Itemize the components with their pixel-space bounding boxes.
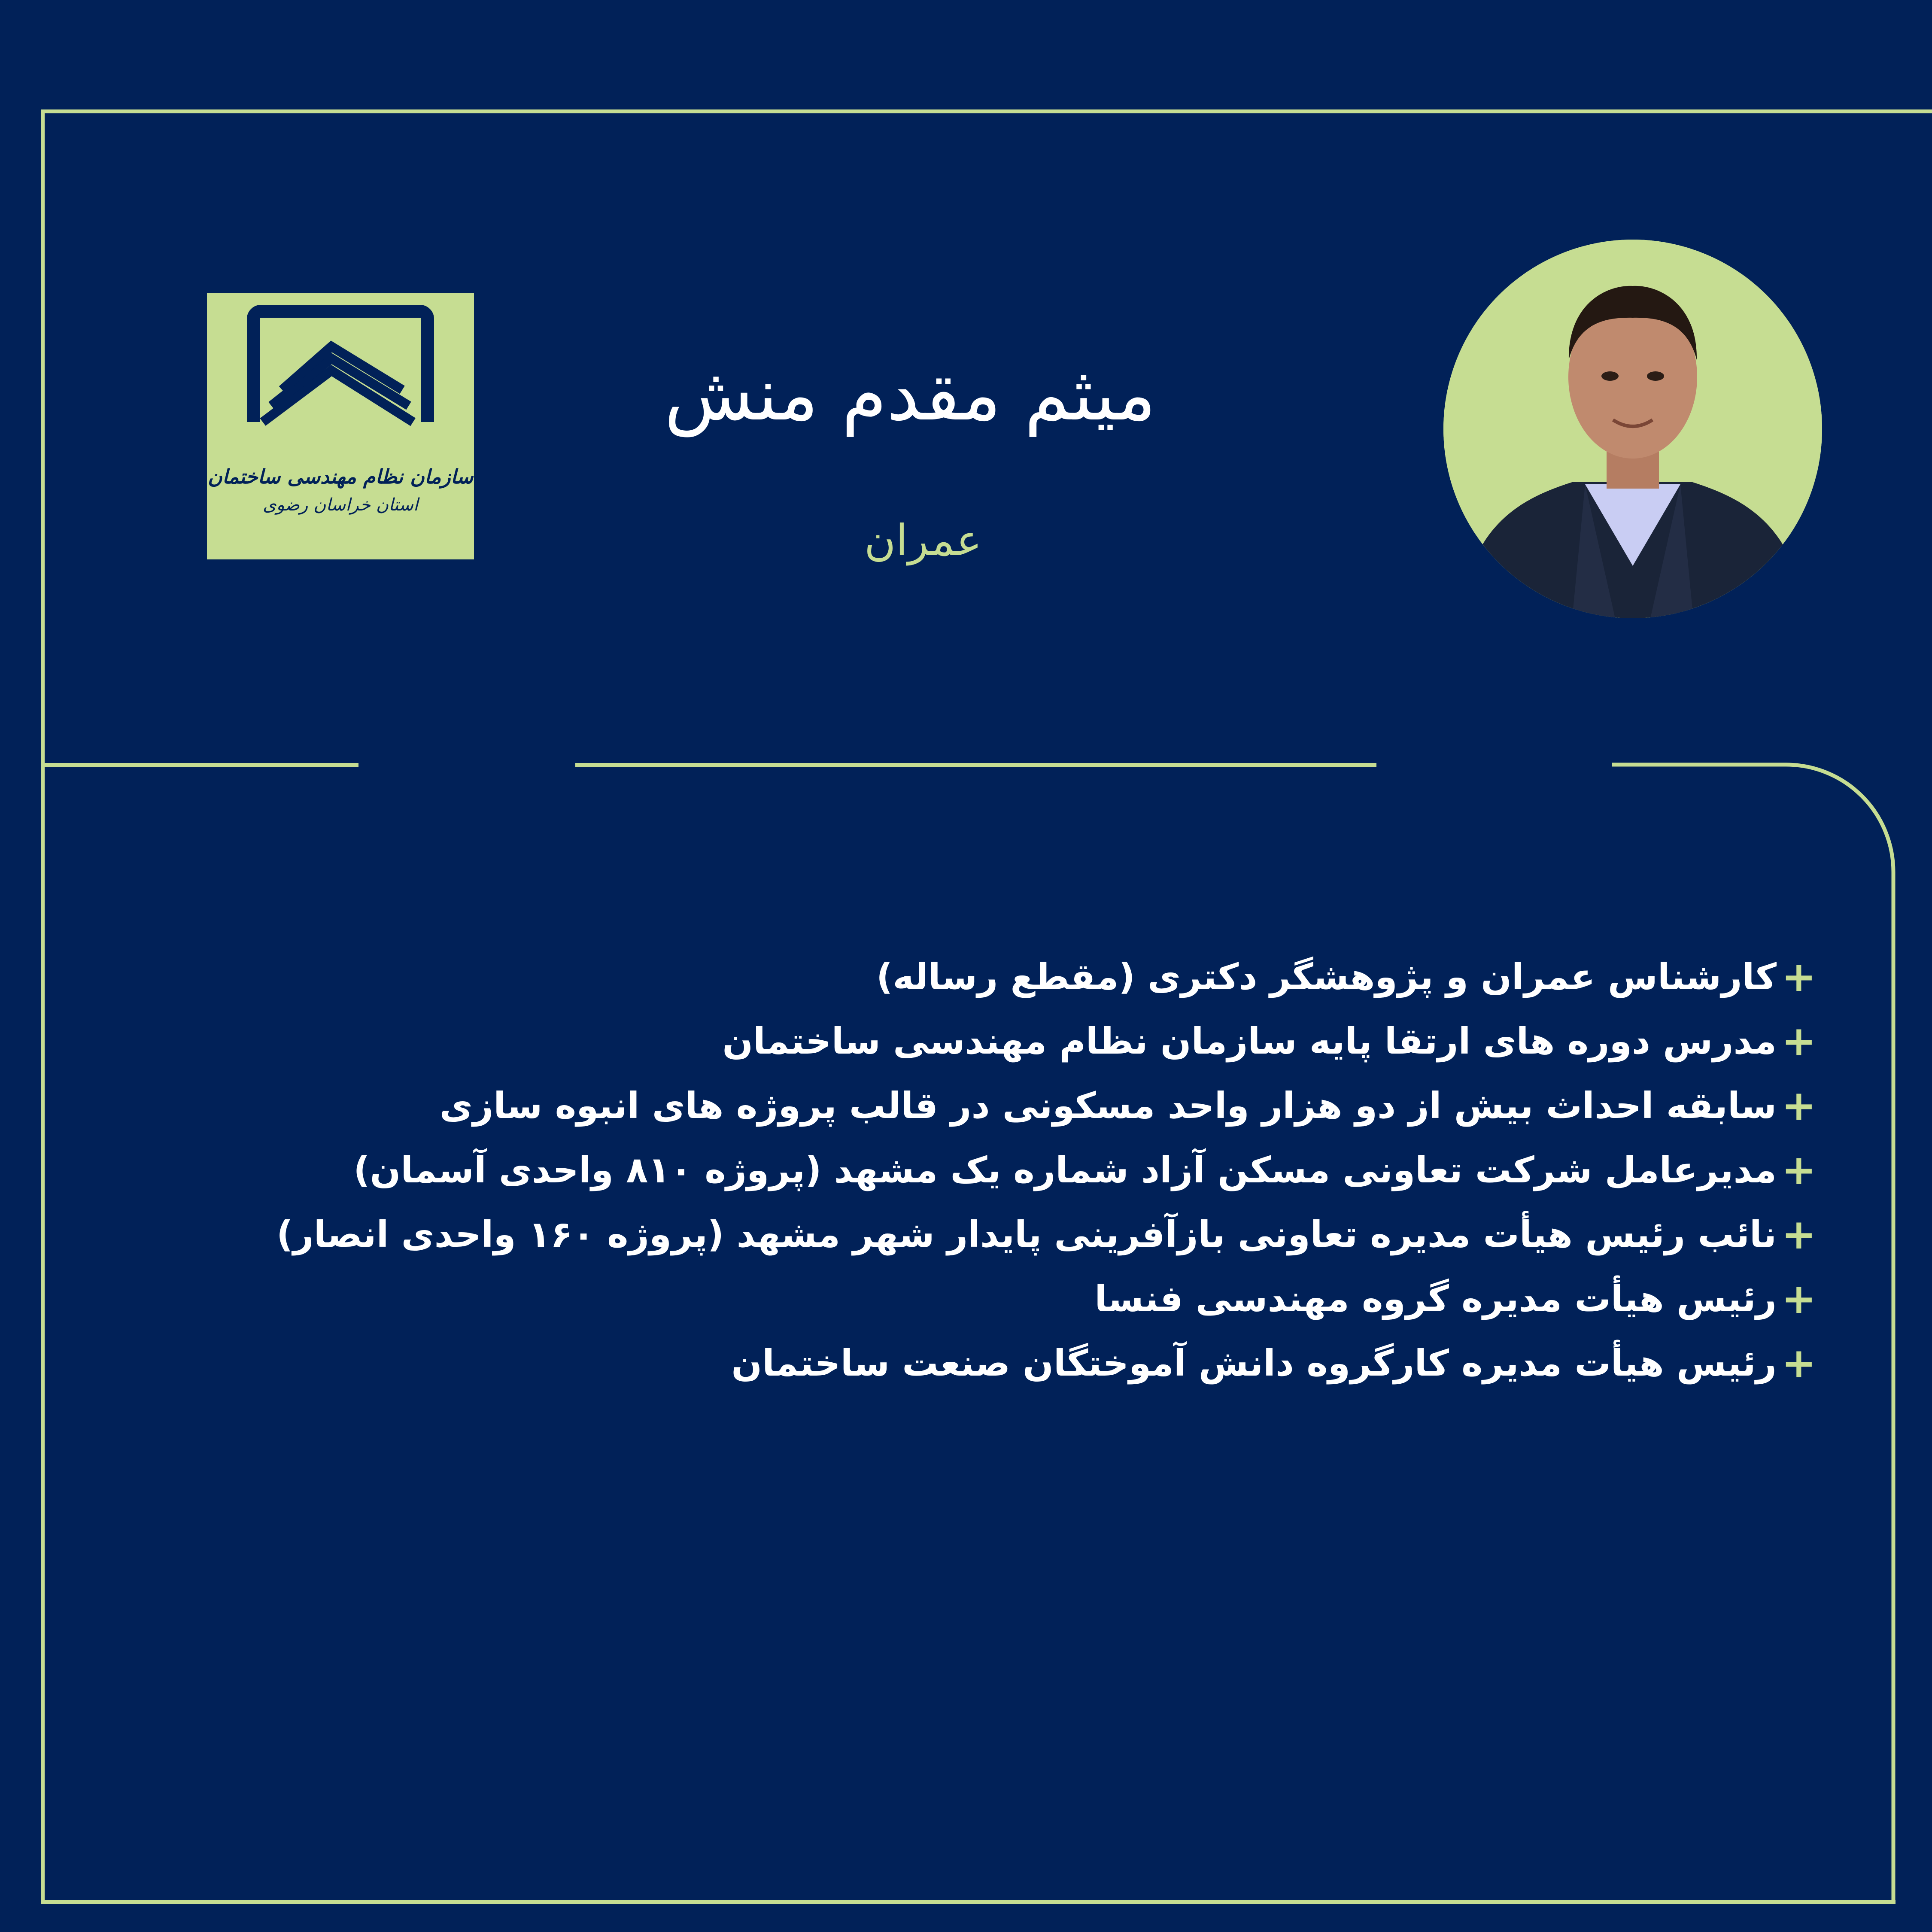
organization-logo: [207, 293, 474, 559]
list-item: [185, 1202, 1816, 1267]
list-item-text: کارشناس عمران و پژوهشگر دکتری (مقطع رساله): [876, 956, 1777, 998]
plus-icon: +: [1781, 1146, 1816, 1194]
list-item-text: نائب رئیس هیأت مدیره تعاونی بازآفرینی پایدار شهر مشهد (پروژه ۱۶۰ واحدی انصار): [276, 1213, 1777, 1255]
list-item: [185, 945, 1816, 1009]
logo-subtitle: استان خراسان رضوی: [263, 495, 418, 515]
list-item-text: مدیرعامل شرکت تعاونی مسکن آزاد شماره یک مشهد (پروژه ۸۱۰ واحدی آسمان): [353, 1149, 1777, 1191]
plus-icon: +: [1781, 1081, 1816, 1130]
plus-icon: +: [1781, 1339, 1816, 1387]
credentials-list: [185, 945, 1816, 1395]
plus-icon: +: [1781, 1210, 1816, 1258]
list-item-text: سابقه احداث بیش از دو هزار واحد مسکونی در قالب پروژه های انبوه سازی: [439, 1084, 1777, 1127]
list-item-text: مدرس دوره های ارتقا پایه سازمان نظام مهندسی ساختمان: [722, 1020, 1777, 1062]
plus-icon: +: [1781, 953, 1816, 1001]
person-name: میثم مقدم منش: [664, 352, 1156, 437]
house-roof-logo-icon: [207, 293, 474, 465]
list-item-text: رئیس هیأت مدیره گروه مهندسی فنسا: [1094, 1278, 1777, 1320]
portrait-photo: [1443, 240, 1822, 618]
logo-title: سازمان نظام مهندسی ساختمان: [207, 465, 474, 488]
person-field: عمران: [864, 515, 982, 565]
list-item: [185, 1267, 1816, 1331]
list-item: [185, 1138, 1816, 1202]
list-item-text: رئیس هیأت مدیره کارگروه دانش آموختگان صنعت ساختمان: [731, 1342, 1777, 1384]
list-item: [185, 1331, 1816, 1395]
list-item: [185, 1009, 1816, 1073]
list-item: [185, 1073, 1816, 1138]
plus-icon: +: [1781, 1275, 1816, 1323]
plus-icon: +: [1781, 1017, 1816, 1065]
person-portrait-icon: [1443, 240, 1822, 618]
